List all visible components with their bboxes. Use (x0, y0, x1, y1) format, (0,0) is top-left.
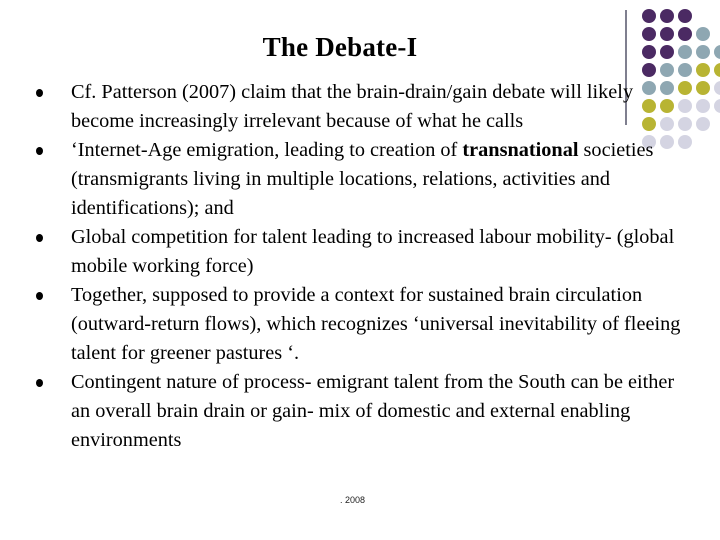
bullet-dot-icon (36, 234, 43, 242)
decorative-dot (714, 45, 720, 59)
decorative-dot (696, 117, 710, 131)
decorative-dot (678, 27, 692, 41)
decorative-dot (678, 63, 692, 77)
bullet-text: Cf. Patterson (2007) claim that the brain-drain/gain debate will likely become increasingly irrelevant because of what he calls (71, 81, 634, 132)
decorative-dot (678, 45, 692, 59)
bullet-item (36, 78, 696, 136)
decorative-dot (696, 99, 710, 113)
decorative-dot (696, 63, 710, 77)
bullet-text-bold: transnational (462, 139, 579, 161)
bullet-text: Together, supposed to provide a context for sustained brain circulation (outward-return flows), which recognizes ‘universal inevitability of fleeing talent for greener pastures ‘. (71, 284, 681, 364)
decorative-dot (696, 27, 710, 41)
slide-title: The Debate-I (262, 32, 418, 62)
decorative-dot (714, 81, 720, 95)
bullet-item (36, 281, 696, 368)
decorative-dot (642, 27, 656, 41)
bullet-dot-icon (36, 89, 43, 97)
decorative-dot (696, 45, 710, 59)
decorative-dot (642, 9, 656, 23)
decorative-dot (696, 81, 710, 95)
decorative-dot (660, 45, 674, 59)
decorative-dot (714, 63, 720, 77)
bullet-item (36, 223, 696, 281)
bullet-dot-icon (36, 147, 43, 155)
bullet-text: Contingent nature of process- emigrant talent from the South can be either an overall brain drain or gain- mix of domestic and external enabling environments (71, 371, 675, 451)
bullet-dot-icon (36, 379, 43, 387)
bullet-list (36, 78, 696, 455)
bullet-item (36, 368, 696, 455)
decorative-dot (660, 9, 674, 23)
decorative-dot (642, 63, 656, 77)
decorative-dot (678, 9, 692, 23)
decorative-dot (714, 99, 720, 113)
bullet-text: Global competition for talent leading to increased labour mobility- (global mobile working force) (71, 226, 675, 277)
decorative-dot (660, 27, 674, 41)
bullet-item (36, 136, 696, 223)
bullet-text: societies (transmigrants living in multiple locations, relations, activities and identifications); and (71, 139, 654, 219)
bullet-text: ‘Internet-Age emigration, leading to creation of (71, 139, 463, 161)
decorative-dot (660, 63, 674, 77)
slide-footer: . 2008 (340, 495, 366, 505)
decorative-dot (642, 45, 656, 59)
bullet-dot-icon (36, 292, 43, 300)
